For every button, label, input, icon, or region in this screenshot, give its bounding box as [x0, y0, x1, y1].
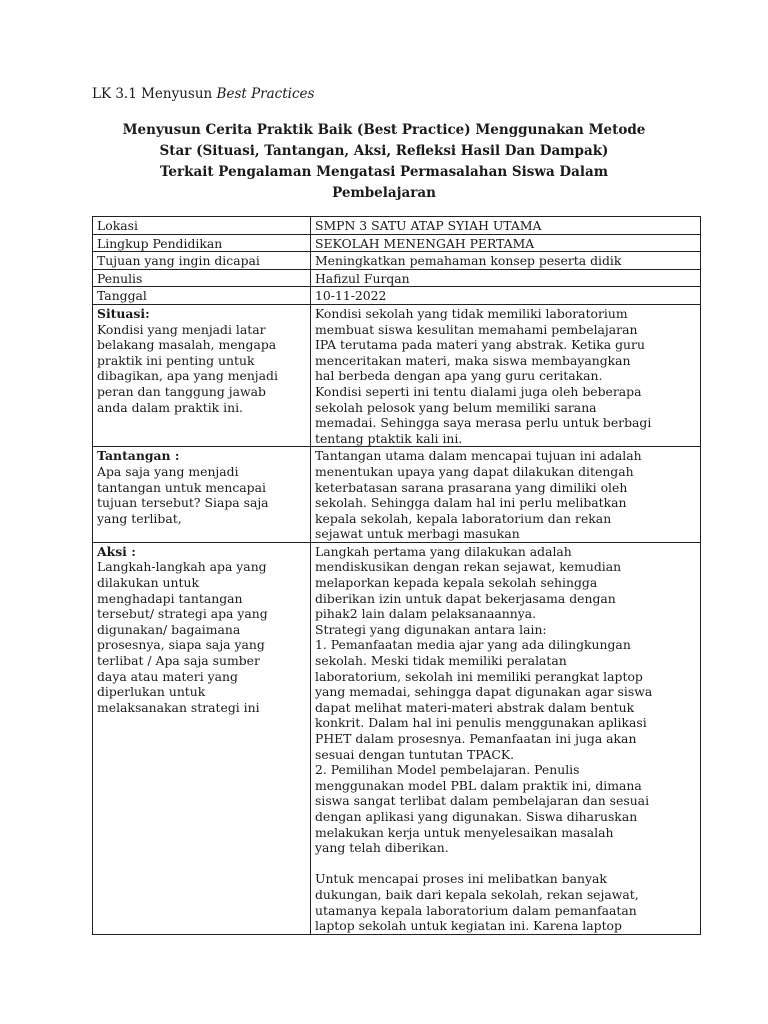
- section-row-tantangan: [93, 447, 701, 543]
- answer-line: hal berbeda dengan apa yang guru ceritakan.: [315, 368, 603, 384]
- answer-line: sesuai dengan tuntutan TPACK.: [315, 746, 515, 762]
- prompt-line: menghadapi tantangan: [97, 590, 243, 606]
- prompt-line: melaksanakan strategi ini: [97, 699, 260, 715]
- answer-line: melaporkan kepada kepala sekolah sehingga: [315, 575, 598, 591]
- info-value: SMPN 3 SATU ATAP SYIAH UTAMA: [311, 217, 701, 235]
- answer-line: sekolah. Meski tidak memiliki peralatan: [315, 653, 567, 669]
- answer-line: dapat melihat materi-materi abstrak dalam bentuk: [315, 699, 635, 715]
- document-title: [96, 120, 672, 204]
- info-value: Meningkatkan pemahaman konsep peserta didik: [311, 252, 701, 270]
- prompt-line: Apa saja yang menjadi: [97, 463, 239, 479]
- prompt-line: digunakan/ bagaimana: [97, 621, 241, 637]
- answer-line: Kondisi sekolah yang tidak memiliki laboratorium: [315, 305, 628, 321]
- answer-line: dengan aplikasi yang digunakan. Siswa diharuskan: [315, 808, 638, 824]
- prompt-line: tujuan tersebut? Siapa saja: [97, 495, 269, 511]
- info-row-tujuan: [93, 252, 701, 270]
- prompt-line: belakang masalah, mengapa: [97, 337, 277, 353]
- section-title: Aksi :: [97, 543, 136, 559]
- section-row-aksi: [93, 542, 701, 934]
- answer-line: keterbatasan sarana prasarana yang dimiliki oleh: [315, 479, 628, 495]
- answer-line: utamanya kepala laboratorium dalam pemanfaatan: [315, 902, 637, 918]
- answer-line: PHET dalam prosesnya. Pemanfaatan ini juga akan: [315, 731, 637, 746]
- worksheet-heading: [92, 86, 314, 102]
- info-row-tanggal: [93, 287, 701, 305]
- prompt-line: dilakukan untuk: [97, 575, 199, 591]
- answer-line: Kondisi seperti ini tentu dialami juga oleh beberapa: [315, 383, 642, 399]
- prompt-line: yang terlibat,: [97, 510, 182, 526]
- prompt-line: peran dan tanggung jawab: [97, 383, 266, 399]
- best-practice-table: [92, 216, 701, 935]
- info-label: Lokasi: [93, 217, 311, 235]
- answer-line: laptop sekolah untuk kegiatan ini. Karena laptop: [315, 918, 622, 934]
- answer-line: kepala sekolah, kepala laboratorium dan rekan: [315, 510, 612, 526]
- answer-line: yang telah diberikan.: [315, 840, 449, 856]
- title-line: Terkait Pengalaman Mengatasi Permasalahan Siswa Dalam: [159, 164, 609, 180]
- answer-line: IPA terutama pada materi yang abstrak. Ketika guru: [315, 337, 645, 353]
- worksheet-heading-prefix: LK 3.1 Menyusun: [92, 86, 217, 102]
- info-label: Lingkup Pendidikan: [93, 234, 311, 252]
- section-prompt: [93, 542, 311, 934]
- info-value: Hafizul Furqan: [311, 269, 701, 287]
- info-row-lokasi: [93, 217, 701, 235]
- answer-line: sekolah. Sehingga dalam hal ini perlu melibatkan: [315, 495, 627, 511]
- answer-line: menggunakan model PBL dalam praktik ini, dimana: [315, 777, 642, 793]
- prompt-line: dibagikan, apa yang menjadi: [97, 368, 278, 384]
- answer-line: diberikan izin untuk dapat bekerjasama dengan: [315, 590, 616, 606]
- title-line: Star (Situasi, Tantangan, Aksi, Refleksi Hasil Dan Dampak): [159, 143, 609, 159]
- answer-line: sejawat untuk merbagi masukan: [315, 526, 520, 542]
- prompt-line: praktik ini penting untuk: [97, 352, 255, 368]
- prompt-line: tantangan untuk mencapai: [97, 479, 266, 495]
- answer-line: memadai. Sehingga saya merasa perlu untuk berbagi: [315, 415, 652, 431]
- info-value: 10-11-2022: [311, 287, 701, 305]
- answer-line: sekolah pelosok yang belum memiliki sarana: [315, 399, 597, 415]
- info-row-penulis: [93, 269, 701, 287]
- prompt-line: daya atau materi yang: [97, 668, 238, 684]
- section-title: Situasi:: [97, 305, 150, 321]
- section-answer: [311, 542, 701, 934]
- title-line: Menyusun Cerita Praktik Baik (Best Practice) Menggunakan Metode: [122, 122, 646, 138]
- prompt-line: terlibat / Apa saja sumber: [97, 653, 260, 669]
- answer-line: Langkah pertama yang dilakukan adalah: [315, 543, 572, 559]
- answer-line: Untuk mencapai proses ini melibatkan banyak: [315, 871, 607, 887]
- prompt-line: Kondisi yang menjadi latar: [97, 321, 266, 337]
- prompt-line: tersebut/ strategi apa yang: [97, 606, 268, 622]
- answer-line: yang memadai, sehingga dapat digunakan agar siswa: [315, 684, 653, 700]
- prompt-line: anda dalam praktik ini.: [97, 399, 243, 415]
- blank-line: [315, 856, 696, 872]
- section-title: Tantangan :: [97, 448, 180, 464]
- answer-line: mendiskusikan dengan rekan sejawat, kemudian: [315, 559, 622, 575]
- info-label: Tanggal: [93, 287, 311, 305]
- answer-line: pihak2 lain dalam pelaksanaannya.: [315, 606, 537, 622]
- answer-line: melakukan kerja untuk menyelesaikan masalah: [315, 824, 614, 840]
- answer-line: laboratorium, sekolah ini memiliki perangkat laptop: [315, 668, 643, 684]
- answer-line: dukungan, baik dari kepala sekolah, rekan sejawat,: [315, 886, 639, 902]
- answer-line: Strategi yang digunakan antara lain:: [315, 621, 547, 637]
- answer-line: 1. Pemanfaatan media ajar yang ada dilingkungan: [315, 637, 631, 653]
- title-line: Pembelajaran: [332, 185, 436, 201]
- answer-line: konkrit. Dalam hal ini penulis menggunakan aplikasi: [315, 715, 647, 731]
- answer-line: menceritakan materi, maka siswa membayangkan: [315, 352, 631, 368]
- section-row-situasi: [93, 304, 701, 446]
- answer-line: membuat siswa kesulitan memahami pembelajaran: [315, 321, 638, 337]
- prompt-line: Langkah-langkah apa yang: [97, 559, 267, 575]
- info-label: Tujuan yang ingin dicapai: [93, 252, 311, 270]
- section-answer: [311, 304, 701, 446]
- worksheet-heading-italic: Best Practices: [216, 86, 315, 102]
- answer-line: 2. Pemilihan Model pembelajaran. Penulis: [315, 762, 580, 778]
- answer-line: Tantangan utama dalam mencapai tujuan ini adalah: [315, 448, 642, 464]
- answer-line: siswa sangat terlibat dalam pembelajaran dan sesuai: [315, 793, 650, 809]
- section-answer: [311, 447, 701, 543]
- prompt-line: prosesnya, siapa saja yang: [97, 637, 265, 653]
- answer-line: tentang ptaktik kali ini.: [315, 430, 463, 446]
- section-prompt: [93, 304, 311, 446]
- prompt-line: diperlukan untuk: [97, 684, 206, 700]
- info-value: SEKOLAH MENENGAH PERTAMA: [311, 234, 701, 252]
- info-row-lingkup: [93, 234, 701, 252]
- section-prompt: [93, 447, 311, 543]
- answer-line: menentukan upaya yang dapat dilakukan ditengah: [315, 463, 634, 479]
- info-label: Penulis: [93, 269, 311, 287]
